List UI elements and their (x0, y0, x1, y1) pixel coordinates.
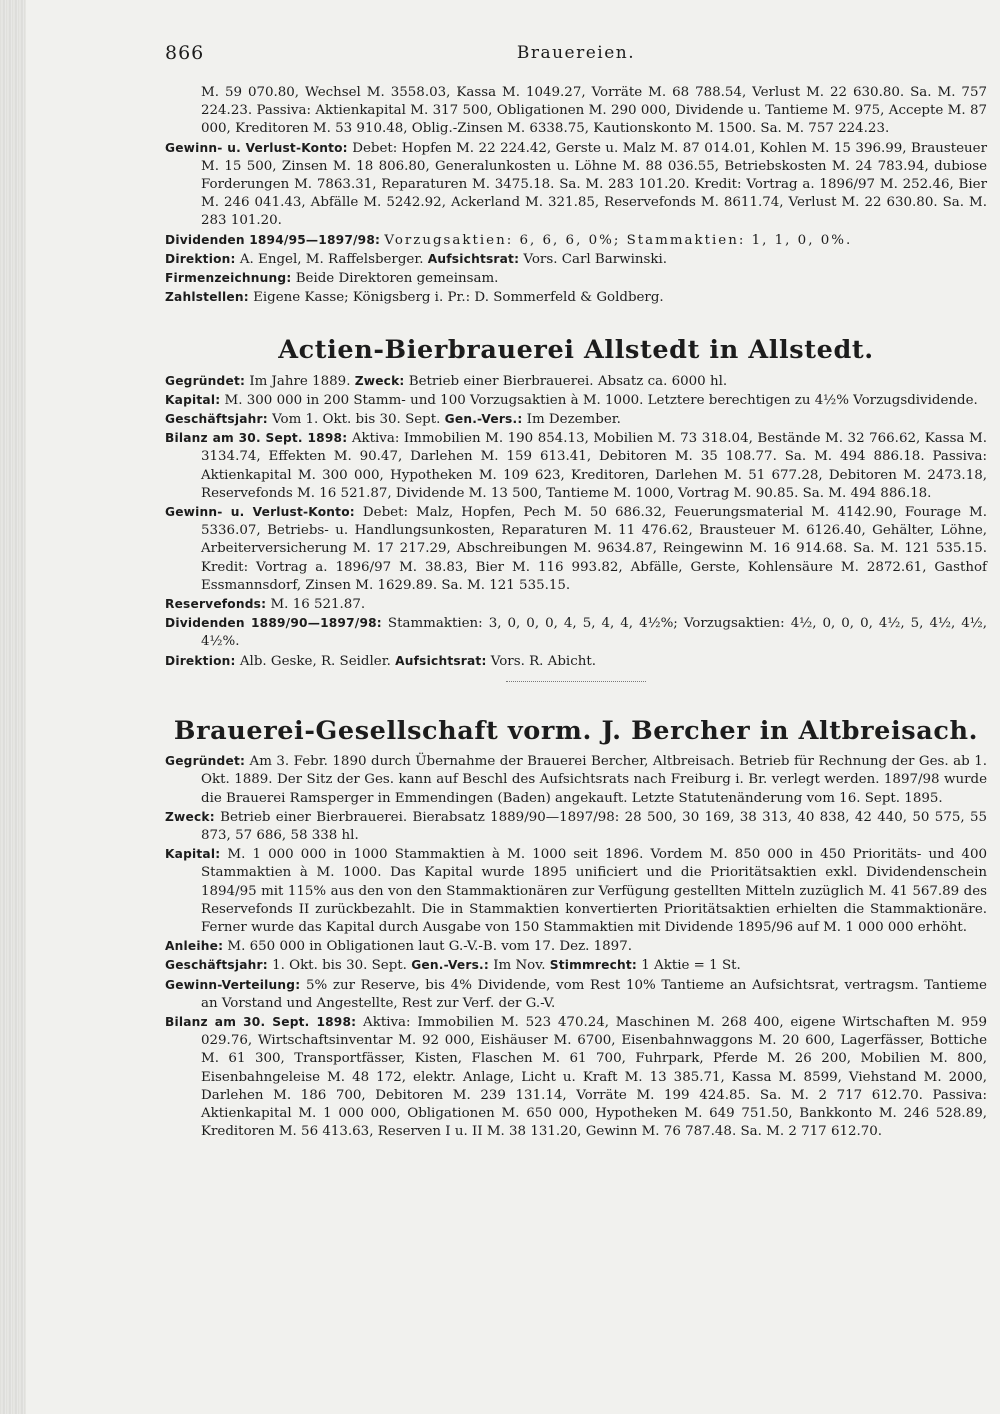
entry-label: Zweck: (354, 373, 405, 388)
entry-text: 1 Aktie = 1 St. (641, 958, 741, 974)
section-previous-company (165, 84, 987, 307)
section-bercher (165, 752, 987, 1141)
gewinn-verteilung-entry (165, 976, 987, 1013)
entry-text: Aktiva: Immobilien M. 523 470.24, Maschinen M. 268 400, eigene Wirtschaften M. 959 029.76, Wirtschaftsinventar M. 92 000, Eishäuser M. 6700, Eisenbahnwaggons M. 20 600, Lagerfässer, Bottiche M. 61 300, Transportfässer, Kisten, Flaschen M. 61 700, Fuhrpark, Pferde M. 26 200, Mobilien M. 800, Eisenbahngeleise M. 48 172, elektr. Anlage, Licht u. Kraft M. 13 385.71, Kassa M. 8599, Viehstand M. 2000, Darlehen M. 186 700, Debitoren M. 239 131.14, Vorräte M. 199 424.85. Sa. M. 2 717 612.70. Passiva: Aktienkapital M. 1 000 000, Obligationen M. 650 000, Hypotheken M. 649 751.50, Bankkonto M. 246 528.89, Kreditoren M. 56 413.63, Reserven I u. II M. 38 131.20, Gewinn M. 76 787.48. Sa. M. 2 717 612.70. (201, 1014, 987, 1140)
entry-text: Im Dezember. (526, 412, 621, 428)
zahlstellen-entry (165, 288, 987, 307)
entry-label: Gegründet: (165, 754, 246, 769)
entry-text: M. 300 000 in 200 Stamm- und 100 Vorzugsaktien à M. 1000. Letztere berechtigen zu 4½% Vorzugsdividende. (224, 392, 978, 408)
entry-text: Im Nov. (493, 958, 546, 974)
entry-label: Geschäftsjahr: (165, 958, 268, 973)
entry-text: Betrieb einer Bierbrauerei. Bierabsatz 1889/90—1897/98: 28 500, 30 169, 38 313, 40 838, 42 440, 50 575, 55 873, 57 686, 58 338 hl. (201, 809, 987, 843)
kapital-entry (165, 391, 987, 410)
gewinn-verlust-entry (165, 503, 987, 595)
entry-label: Geschäftsjahr: (165, 412, 268, 427)
entry-text: Vors. R. Abicht. (490, 653, 596, 669)
company-title-bercher: Brauerei-Gesellschaft vorm. J. Bercher in Altbreisach. (173, 715, 979, 746)
company-title-allstedt: Actien-Bierbrauerei Allstedt in Allstedt. (278, 335, 874, 366)
reservefonds-entry (165, 595, 987, 614)
entry-text: 1. Okt. bis 30. Sept. (272, 958, 407, 974)
entry-text: Am 3. Febr. 1890 durch Übernahme der Brauerei Bercher, Altbreisach. Betrieb für Rechnung der Ges. ab 1. Okt. 1889. Der Sitz der Ges. kann auf Beschl des Aufsichtsrats nach Freiburg i. Br. verlegt werden. 1897/98 wurde die Brauerei Ramsperger in Emmendingen (Baden) angekauft. Letzte Statutenänderung vom 16. Sept. 1895. (201, 754, 987, 806)
bilanz-entry (165, 1013, 987, 1141)
scan-binding-edge (0, 0, 26, 1414)
entry-label: Direktion: (165, 251, 236, 266)
dividenden-entry (165, 614, 987, 651)
entry-label: Zweck: (165, 809, 215, 824)
entry-label: Reservefonds: (165, 597, 267, 612)
entry-text: Im Jahre 1889. (249, 373, 351, 389)
entry-text: M. 1 000 000 in 1000 Stammaktien à M. 1000 seit 1896. Vordem M. 850 000 in 450 Prioritäts- und 400 Stammaktien à M. 1000. Das Kapital wurde 1895 unificiert und die Prioritätsaktien exkl. Dividendenschein 1894/95 mit 115% aus den von den Stammaktionären zur Verfügung gestellten Mitteln zuzüglich M. 41 567.89 des Reservefonds II zurückbezahlt. Die in Stammaktien konvertierten Prioritätsaktien erhielten die Stammaktionäre. Ferner wurde das Kapital durch Ausgabe von 150 Stammaktien mit Dividende 1895/96 auf M. 1 000 000 erhöht. (201, 847, 987, 935)
direktion-entry (165, 250, 987, 269)
entry-label: Aufsichtsrat: (427, 251, 520, 266)
entry-text: Debet: Hopfen M. 22 224.42, Gerste u. Malz M. 87 014.01, Kohlen M. 15 396.99, Brausteuer M. 15 500, Zinsen M. 18 806.80, Generalunkosten u. Löhne M. 88 036.55, Betriebskosten M. 24 783.94, dubiose Forderungen M. 7863.31, Reparaturen M. 3475.18. Sa. M. 283 101.20. Kredit: Vortrag a. 1896/97 M. 252.46, Bier M. 246 041.43, Abfälle M. 5242.92, Ackerland M. 321.85, Reservefonds M. 8611.74, Verlust M. 22 630.80. Sa. M. 283 101.20. (201, 140, 988, 229)
entry-text: Debet: Malz, Hopfen, Pech M. 50 686.32, Feuerungsmaterial M. 4142.90, Fourage M. 5336.07, Betriebs- u. Handlungsunkosten, Reparaturen M. 11 476.62, Brausteuer M. 6126.40, Gehälter, Löhne, Arbeiterversicherung M. 17 217.29, Abschreibungen M. 9634.87, Reingewinn M. 16 914.68. Sa. M. 121 535.15. Kredit: Vortrag a. 1896/97 M. 38.83, Bier M. 116 993.82, Abfälle, Gerste, Kohlensäure M. 2872.61, Gasthof Essmannsdorf, Zinsen M. 1629.89. Sa. M. 121 535.15. (201, 505, 988, 593)
anleihe-entry (165, 937, 987, 956)
geschaeftsjahr-entry (165, 956, 987, 975)
kapital-entry (165, 845, 987, 937)
entry-text: Vom 1. Okt. bis 30. Sept. (272, 412, 441, 428)
firmenzeichnung-entry (165, 269, 987, 288)
entry-label: Aufsichtsrat: (395, 653, 487, 668)
entry-text: 5% zur Reserve, bis 4% Dividende, vom Rest 10% Tantieme an Aufsichtsrat, vertragsm. Tantieme an Vorstand und Angestellte, Rest zur Verf. der G.-V. (201, 977, 987, 1011)
entry-text: A. Engel, M. Raffelsberger. (239, 251, 424, 267)
entry-label: Stimmrecht: (549, 958, 638, 973)
entry-text: M. 650 000 in Obligationen laut G.-V.-B. vom 17. Dez. 1897. (227, 939, 632, 955)
page-number: 866 (165, 42, 205, 64)
page-header (165, 40, 987, 80)
entry-text: Vors. Carl Barwinski. (523, 251, 667, 267)
gewinn-verlust-entry (165, 139, 987, 231)
gegruendet-zweck-entry (165, 372, 987, 391)
entry-label: Gen.-Vers.: (444, 412, 523, 427)
entry-label: Gewinn- u. Verlust-Konto: (165, 505, 355, 520)
entry-label: Zahlstellen: (165, 290, 249, 305)
entry-text: M. 16 521.87. (270, 597, 366, 613)
entry-label: Gewinn-Verteilung: (165, 977, 301, 992)
running-title: Brauereien. (516, 43, 636, 63)
entry-text: Vorzugsaktien: 6, 6, 6, 0%; Stammaktien: 1, 1, 0, 0%. (384, 232, 853, 248)
entry-text: Aktiva: Immobilien M. 190 854.13, Mobilien M. 73 318.04, Bestände M. 32 766.62, Kassa M. 3134.74, Effekten M. 90.47, Darlehen M. 159 613.41, Debitoren M. 35 108.77. Sa. M. 494 886.18. Passiva: Aktienkapital M. 300 000, Hypotheken M. 109 623, Kreditoren, Darlehen M. 51 677.28, Debitoren M. 2473.18, Reservefonds M. 16 521.87, Dividende M. 13 500, Tantieme M. 1000, Vortrag M. 90.85. Sa. M. 494 886.18. (201, 431, 987, 501)
bilanz-entry (165, 429, 987, 503)
geschaeftsjahr-entry (165, 410, 987, 429)
gegruendet-entry (165, 752, 987, 808)
entry-text: Alb. Geske, R. Seidler. (239, 653, 391, 669)
entry-label: Kapital: (165, 392, 221, 407)
entry-text: Beide Direktoren gemeinsam. (295, 271, 499, 287)
entry-label: Gegründet: (165, 373, 246, 388)
entry-label: Bilanz am 30. Sept. 1898: (165, 1014, 357, 1029)
entry-label: Anleihe: (165, 939, 224, 954)
direktion-entry (165, 652, 987, 671)
bilanz-continuation: M. 59 070.80, Wechsel M. 3558.03, Kassa M. 1049.27, Vorräte M. 68 788.54, Verlust M. 22 630.80. Sa. M. 757 224.23. Passiva: Aktienkapital M. 317 500, Obligationen M. 290 000, Dividende u. Tantieme M. 975, Accepte M. 87 000, Kreditoren M. 53 910.48, Oblig.-Zinsen M. 6338.75, Kautionskonto M. 1500. Sa. M. 757 224.23. (201, 85, 987, 137)
section-allstedt (165, 372, 987, 682)
entry-text: Stammaktien: 3, 0, 0, 0, 4, 5, 4, 4, 4½%; Vorzugsaktien: 4½, 0, 0, 0, 4½, 5, 4½, 4½, 4½%. (201, 616, 987, 650)
entry-label: Gewinn- u. Verlust-Konto: (165, 140, 348, 155)
document-page (165, 40, 987, 1141)
zweck-entry (165, 808, 987, 845)
entry-label: Direktion: (165, 653, 236, 668)
entry-label: Kapital: (165, 847, 221, 862)
entry-label: Firmenzeichnung: (165, 271, 292, 286)
entry-text: Eigene Kasse; Königsberg i. Pr.: D. Sommerfeld & Goldberg. (253, 290, 664, 306)
entry-label: Gen.-Vers.: (411, 958, 489, 973)
section-divider (506, 681, 646, 682)
dividenden-entry (165, 231, 987, 250)
entry-label: Bilanz am 30. Sept. 1898: (165, 431, 348, 446)
entry-label: Dividenden 1894/95—1897/98: (165, 232, 381, 247)
entry-text: Betrieb einer Bierbrauerei. Absatz ca. 6000 hl. (408, 373, 728, 389)
entry-label: Dividenden 1889/90—1897/98: (165, 616, 382, 631)
